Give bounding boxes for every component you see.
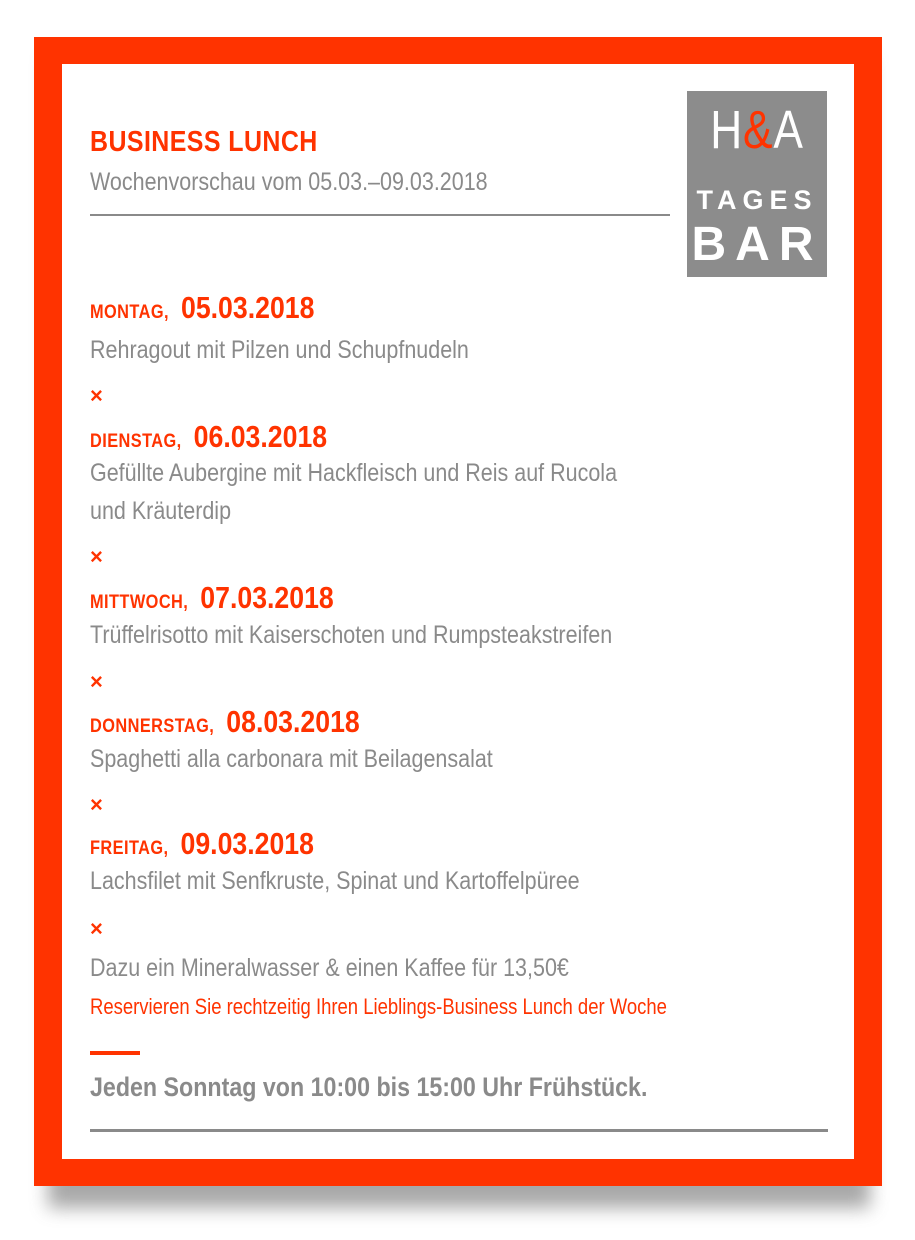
separator-x: × bbox=[90, 544, 103, 569]
menu-subtitle: Wochenvorschau vom 05.03.–09.03.2018 bbox=[90, 168, 488, 196]
price-note: Dazu ein Mineralwasser & einen Kaffee für 13,50€ bbox=[90, 954, 569, 982]
separator-x: × bbox=[90, 792, 103, 817]
footer-divider bbox=[90, 1129, 828, 1132]
day-date: 07.03.2018 bbox=[200, 580, 334, 615]
menu-card bbox=[62, 64, 854, 1159]
day-date: 06.03.2018 bbox=[193, 419, 328, 454]
logo-tages-text: TAGES bbox=[696, 185, 818, 215]
dish-wednesday: Trüffelrisotto mit Kaiserschoten und Rumpsteakstreifen bbox=[90, 621, 613, 649]
logo-ha-text: H&A bbox=[710, 100, 804, 160]
day-name: MITTWOCH, bbox=[90, 592, 189, 613]
day-heading-wednesday bbox=[90, 580, 334, 616]
dish-monday: Rehragout mit Pilzen und Schupfnudeln bbox=[90, 336, 469, 364]
day-heading-friday bbox=[90, 826, 314, 862]
dish-thursday: Spaghetti alla carbonara mit Beilagensalat bbox=[90, 745, 493, 773]
separator-x: × bbox=[90, 916, 103, 941]
day-heading-monday bbox=[90, 290, 314, 326]
sunday-breakfast-note: Jeden Sonntag von 10:00 bis 15:00 Uhr Frühstück. bbox=[90, 1072, 648, 1102]
day-date: 08.03.2018 bbox=[226, 704, 360, 739]
separator-x: × bbox=[90, 669, 103, 694]
ha-tagesbar-logo bbox=[687, 91, 827, 277]
day-name: DIENSTAG, bbox=[90, 431, 182, 452]
header-divider bbox=[90, 214, 670, 216]
day-name: FREITAG, bbox=[90, 838, 169, 859]
day-name: MONTAG, bbox=[90, 302, 169, 323]
separator-x: × bbox=[90, 383, 103, 408]
day-heading-thursday bbox=[90, 704, 360, 740]
accent-divider bbox=[90, 1051, 140, 1055]
dish-friday: Lachsfilet mit Senfkruste, Spinat und Kartoffelpüree bbox=[90, 867, 580, 895]
day-date: 05.03.2018 bbox=[180, 290, 315, 325]
dish-tuesday: Gefüllte Aubergine mit Hackfleisch und Reis auf Rucola und Kräuterdip bbox=[90, 459, 618, 525]
reservation-note: Reservieren Sie rechtzeitig Ihren Lieblings-Business Lunch der Woche bbox=[90, 994, 667, 1019]
logo-bar-text: BAR bbox=[691, 218, 823, 271]
day-heading-tuesday bbox=[90, 419, 327, 455]
menu-title: BUSINESS LUNCH bbox=[90, 126, 318, 158]
day-name: DONNERSTAG, bbox=[90, 716, 215, 737]
day-date: 09.03.2018 bbox=[180, 826, 314, 861]
